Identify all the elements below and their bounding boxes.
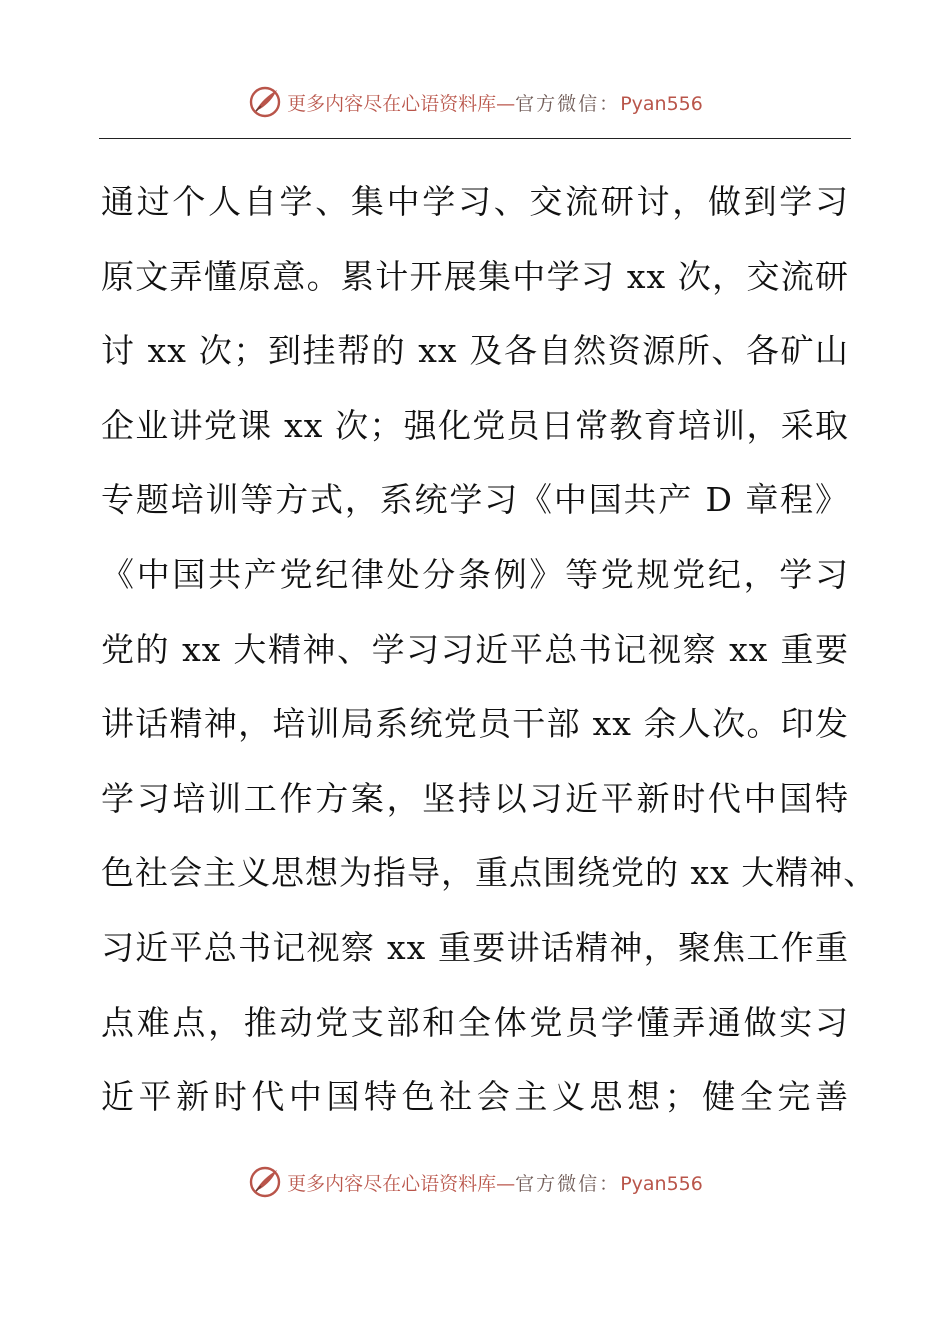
brand-title: 更多内容尽在心语资料库 bbox=[287, 1172, 497, 1195]
footer-watermark bbox=[0, 1162, 950, 1202]
text-line: 学习培训工作方案，坚持以习近平新时代中国特 bbox=[101, 778, 849, 818]
wechat-id: Pyan556 bbox=[620, 1172, 703, 1195]
brand-dash: — bbox=[496, 1172, 516, 1195]
document-body bbox=[101, 165, 878, 1135]
text-line: 《中国共产党纪律处分条例》等党规党纪，学习 bbox=[101, 554, 849, 594]
text-line: 讨 xx 次；到挂帮的 xx 及各自然资源所、各矿山 bbox=[101, 331, 849, 371]
header-divider bbox=[99, 138, 851, 139]
brand-title: 更多内容尽在心语资料库 bbox=[287, 92, 497, 115]
text-line: 色社会主义思想为指导，重点围绕党的 xx 大精神、 bbox=[101, 853, 878, 893]
brand-dash: — bbox=[496, 92, 516, 115]
text-line: 通过个人自学、集中学习、交流研讨，做到学习 bbox=[101, 182, 849, 221]
text-line: 企业讲党课 xx 次；强化党员日常教育培训，采取 bbox=[101, 405, 849, 445]
header-watermark bbox=[0, 82, 950, 122]
wechat-id: Pyan556 bbox=[620, 92, 703, 115]
text-line: 近平新时代中国特色社会主义思想；健全完善 bbox=[101, 1077, 849, 1117]
text-line: 原文弄懂原意。累计开展集中学习 xx 次，交流研 bbox=[101, 256, 849, 296]
wechat-label: 官方微信： bbox=[515, 1172, 621, 1195]
wechat-label: 官方微信： bbox=[515, 92, 621, 115]
text-line: 点难点，推动党支部和全体党员学懂弄通做实习 bbox=[101, 1002, 849, 1042]
text-line: 讲话精神，培训局系统党员干部 xx 余人次。印发 bbox=[101, 704, 849, 744]
text-line: 习近平总书记视察 xx 重要讲话精神，聚焦工作重 bbox=[101, 927, 849, 967]
quill-pen-logo-icon bbox=[247, 84, 283, 120]
text-line: 党的 xx 大精神、学习习近平总书记视察 xx 重要 bbox=[101, 629, 849, 669]
quill-pen-logo-icon bbox=[247, 1164, 283, 1200]
text-line: 专题培训等方式，系统学习《中国共产 D 章程》 bbox=[101, 480, 849, 520]
